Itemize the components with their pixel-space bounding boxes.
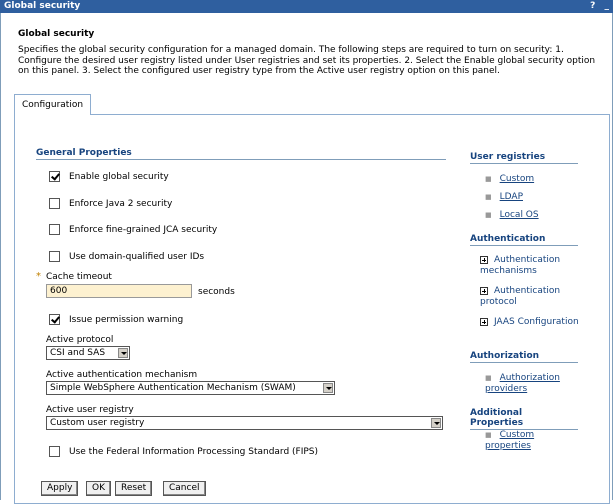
enforce-java2-row <box>49 198 172 209</box>
help-icon[interactable]: ? <box>590 1 596 11</box>
enforce-jca-checkbox[interactable] <box>49 224 60 235</box>
auth-mechanism-label: Active authentication mechanism <box>46 370 198 380</box>
expand-icon[interactable] <box>480 287 488 295</box>
additional-properties-heading: Additional Properties <box>470 408 578 430</box>
apply-button[interactable]: Apply <box>41 481 78 496</box>
enable-global-security-checkbox[interactable] <box>49 171 60 182</box>
bullet-icon: ■ <box>485 431 492 439</box>
user-registry-value: Custom user registry <box>50 418 145 428</box>
active-protocol-label: Active protocol <box>46 335 114 345</box>
chevron-down-icon[interactable] <box>118 348 128 358</box>
fips-label: Use the Federal Information Processing Standard (FIPS) <box>69 446 319 457</box>
chevron-down-icon[interactable] <box>323 383 333 393</box>
issue-warning-checkbox[interactable] <box>49 314 60 325</box>
auth-mechanism-value: Simple WebSphere Authentication Mechanism (SWAM) <box>50 383 296 393</box>
cache-timeout-input[interactable]: 600 <box>46 284 192 298</box>
bullet-icon: ■ <box>485 374 492 382</box>
fips-checkbox[interactable] <box>49 446 60 457</box>
expand-icon[interactable] <box>480 256 488 264</box>
bullet-icon: ■ <box>485 175 492 183</box>
user-registry-label: Active user registry <box>46 405 134 415</box>
page-title: Global security <box>18 29 95 39</box>
domain-ids-checkbox[interactable] <box>49 251 60 262</box>
active-protocol-value: CSI and SAS <box>50 348 106 358</box>
bullet-icon: ■ <box>485 211 492 219</box>
auth-mechanism-select[interactable] <box>46 381 335 395</box>
bullet-icon: ■ <box>485 193 492 201</box>
authorization-heading: Authorization <box>470 351 578 363</box>
reset-button[interactable]: Reset <box>115 481 152 496</box>
sidebar-item-authorization-providers[interactable]: ■ Authorization providers <box>485 373 560 394</box>
general-properties-heading: General Properties <box>36 148 446 160</box>
required-indicator: * <box>36 271 41 282</box>
cache-timeout-label: Cache timeout <box>46 272 112 282</box>
enforce-jca-row <box>49 224 217 235</box>
domain-ids-label: Use domain-qualified user IDs <box>69 251 205 262</box>
user-registry-select[interactable] <box>46 416 443 430</box>
fips-row <box>49 446 318 457</box>
enforce-java2-label: Enforce Java 2 security <box>69 198 173 209</box>
sidebar-item-auth-mechanisms[interactable]: Authentication mechanisms <box>480 255 561 276</box>
minimize-icon[interactable]: _ <box>604 1 609 11</box>
enable-global-security-row <box>49 171 169 182</box>
cache-timeout-unit: seconds <box>198 287 235 297</box>
active-protocol-select[interactable] <box>46 346 130 360</box>
sidebar-item-ldap[interactable]: ■ LDAP <box>485 192 523 202</box>
window-titlebar <box>0 0 613 13</box>
page-description: Specifies the global security configuration for a managed domain. The following steps are required to turn on security: 1. Configure the desired user registry listed under User registries and set its properties. 2. Select the Enable global security option on this panel. 3. Select the configured user registry type from the Active user registry option on this panel. <box>18 45 596 76</box>
domain-ids-row <box>49 251 204 262</box>
issue-warning-label: Issue permission warning <box>69 314 184 325</box>
cancel-button[interactable]: Cancel <box>163 481 206 496</box>
issue-warning-row <box>49 314 183 325</box>
user-registries-heading: User registries <box>470 152 578 164</box>
sidebar-item-auth-protocol[interactable]: Authentication protocol <box>480 286 561 307</box>
sidebar-item-jaas[interactable]: JAAS Configuration <box>480 317 580 328</box>
enforce-java2-checkbox[interactable] <box>49 198 60 209</box>
sidebar-item-custom[interactable]: ■ Custom <box>485 174 535 184</box>
sidebar-item-local-os[interactable]: ■ Local OS <box>485 210 539 220</box>
ok-button[interactable]: OK <box>86 481 111 496</box>
window-title: Global security <box>4 1 81 11</box>
sidebar-item-custom-properties[interactable]: ■ Custom properties <box>485 430 535 451</box>
tab-configuration[interactable]: Configuration <box>14 94 91 115</box>
authentication-heading: Authentication <box>470 234 578 246</box>
expand-icon[interactable] <box>480 318 488 326</box>
enforce-jca-label: Enforce fine-grained JCA security <box>69 224 218 235</box>
enable-global-security-label: Enable global security <box>69 171 169 182</box>
chevron-down-icon[interactable] <box>431 418 441 428</box>
